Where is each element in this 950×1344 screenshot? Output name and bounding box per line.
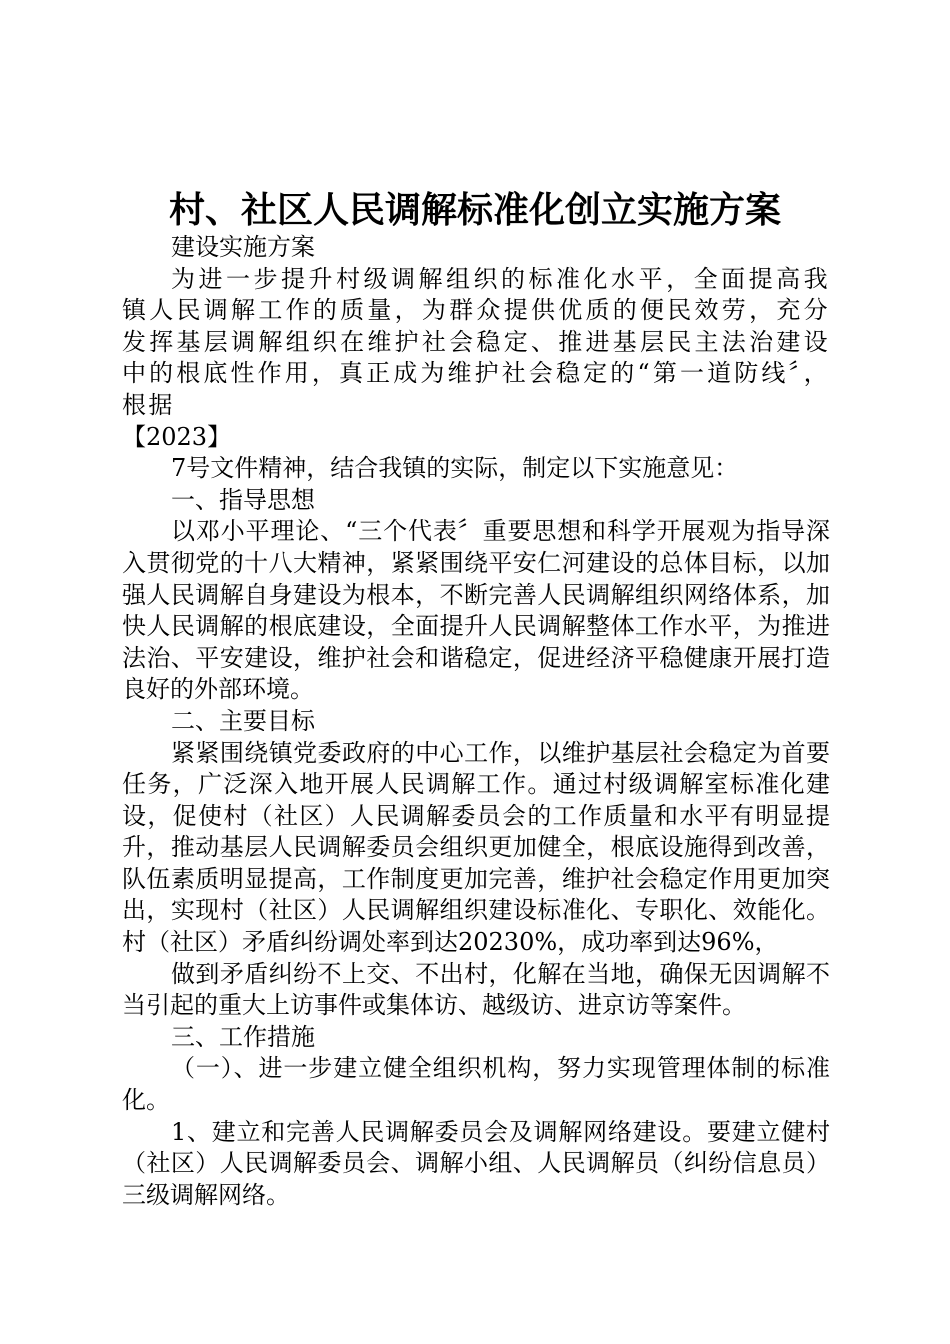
- document-title: 村、社区人民调解标准化创立实施方案: [168, 189, 781, 231]
- heading-guiding-ideology: 一、指导思想: [171, 485, 315, 514]
- paragraph-doc-year: 【2023】: [122, 422, 232, 451]
- paragraph-doc-number: 7号文件精神，结合我镇的实际，制定以下实施意见：: [171, 454, 739, 483]
- paragraph-dispute-resolution: 做到矛盾纠纷不上交、不出村，化解在当地，确保无因调解不当引起的重大上访事件或集体访、越级访、进京访等案件。: [122, 959, 830, 1020]
- paragraph-guiding-ideology: 以邓小平理论、“三个代表〞重要思想和科学开展观为指导深入贯彻党的十八大精神，紧紧围绕平安仁河建设的总体目标，以加强人民调解自身建设为根本，不断完善人民调解组织网络体系，加快人民调解的根底建设，全面提升人民调解整体工作水平，为推进法治、平安建设，维护社会和谐稳定，促进经济平稳健康开展打造良好的外部环境。: [122, 517, 830, 704]
- paragraph-intro: 为进一步提升村级调解组织的标准化水平，全面提高我镇人民调解工作的质量，为群众提供优质的便民效劳，充分发挥基层调解组织在维护社会稳定、推进基层民主法治建设中的根底性作用，真正成为维护社会稳定的“第一道防线〞，根据: [122, 264, 830, 419]
- paragraph-mediation-network: 1、建立和完善人民调解委员会及调解网络建设。要建立健村（社区）人民调解委员会、调解小组、人民调解员（纠纷信息员）三级调解网络。: [122, 1117, 830, 1209]
- subtitle: 建设实施方案: [171, 233, 315, 261]
- subheading-organization: （一）、进一步建立健全组织机构，努力实现管理体制的标准化。: [122, 1054, 830, 1115]
- document-body: [122, 232, 830, 1211]
- paragraph-main-goals: 紧紧围绕镇党委政府的中心工作，以维护基层社会稳定为首要任务，广泛深入地开展人民调解工作。通过村级调解室标准化建设，促使村（社区）人民调解委员会的工作质量和水平有明显提升，推动基层人民调解委员会组织更加健全，根底设施得到改善，队伍素质明显提高，工作制度更加完善，维护社会稳定作用更加突出，实现村（社区）人民调解组织建设标准化、专职化、效能化。村（社区）矛盾纠纷调处率到达20230%，成功率到达96%，: [122, 738, 830, 957]
- heading-main-goals: 二、主要目标: [171, 706, 315, 735]
- heading-work-measures: 三、工作措施: [171, 1022, 315, 1051]
